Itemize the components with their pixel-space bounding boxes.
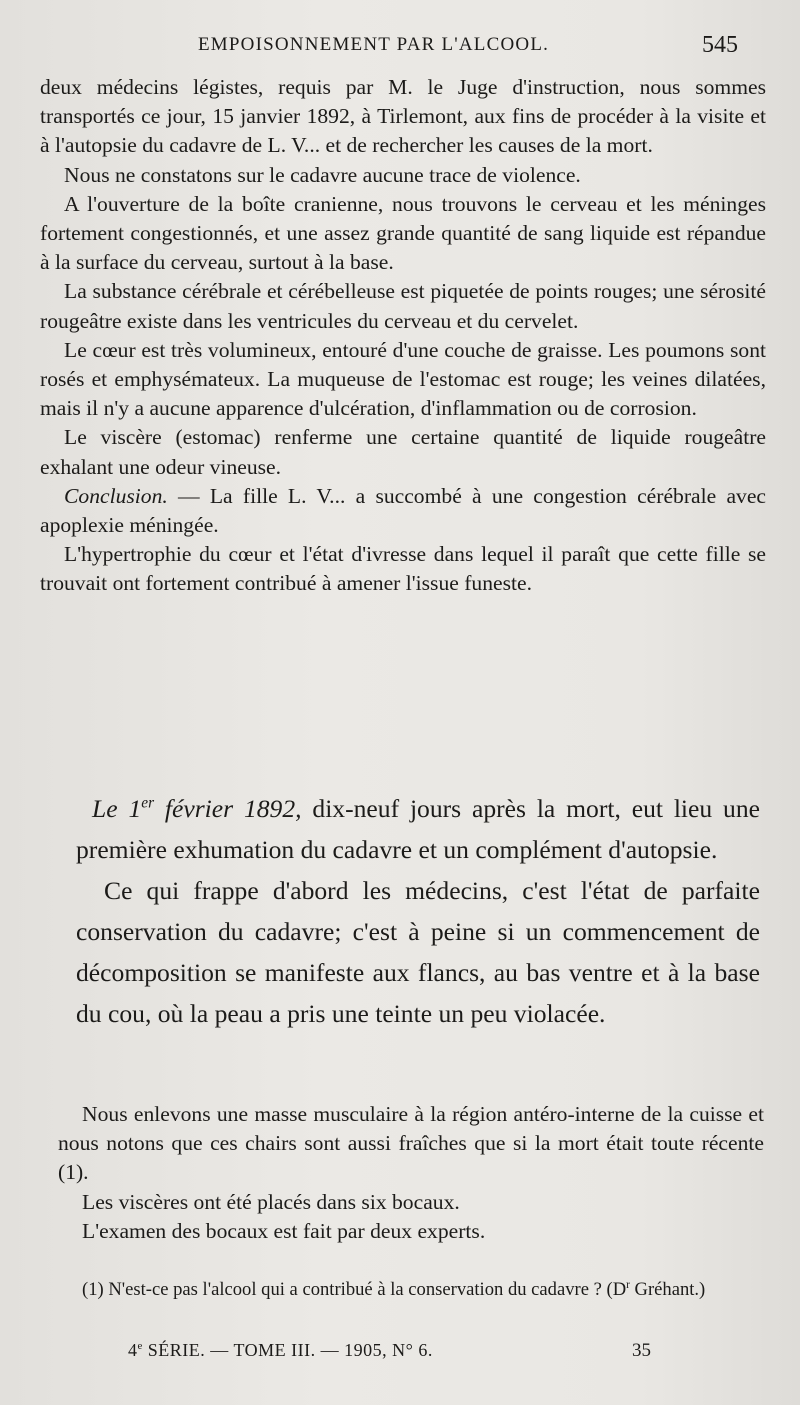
series-num: 4 xyxy=(128,1340,138,1360)
series-info xyxy=(128,1340,433,1361)
conclusion-paragraph xyxy=(40,482,766,540)
footnote-paragraph xyxy=(58,1278,764,1302)
page-number: 545 xyxy=(702,32,738,58)
paragraph: Le viscère (estomac) renferme une certaine quantité de liquide rougeâtre exhalant une odeur vineuse. xyxy=(40,425,766,479)
paragraph: Le cœur est très volumineux, entouré d'une couche de graisse. Les poumons sont rosés et emphysémateux. La muqueuse de l'estomac est rouge; les veines dilatées, mais il n'y a aucune apparence d'ulcération, d'inflammation ou de corrosion. xyxy=(40,337,766,421)
date-sup: er xyxy=(141,794,155,812)
footnote xyxy=(58,1278,764,1302)
running-title: EMPOISONNEMENT PAR L'ALCOOL. xyxy=(198,34,550,55)
exhumation-text: dix-neuf jours après la mort, eut lieu une première exhumation du cadavre et un complément d'autopsie. xyxy=(76,794,760,864)
series-sup: e xyxy=(137,1340,143,1352)
date-le: Le xyxy=(92,794,129,823)
autopsy-report xyxy=(40,73,766,599)
date-num: 1 xyxy=(128,794,142,823)
conclusion-text: — La fille L. V... a succombé à une congestion cérébrale avec apoplexie méningée. xyxy=(40,483,766,538)
conclusion-label: Conclusion. xyxy=(64,483,168,508)
exhumation-paragraph xyxy=(76,788,760,870)
paragraph: Nous enlevons une masse musculaire à la région antéro-interne de la cuisse et nous notons que ces chairs sont aussi fraîches que si la mort était toute récente (1). xyxy=(58,1102,764,1185)
paragraph: Ce qui frappe d'abord les médecins, c'est l'état de parfaite conservation du cadavre; c'est à peine si un commencement de décomposition se manifeste aux flancs, au bas ventre et à la base du cou, où la peau a pris une teinte un peu violacée. xyxy=(76,876,760,1028)
paragraph: Les viscères ont été placés dans six bocaux. xyxy=(82,1189,460,1214)
paragraph: La substance cérébrale et cérébelleuse est piquetée de points rouges; une sérosité rougeâtre existe dans les ventricules du cerveau et du cervelet. xyxy=(40,279,766,333)
paragraph: L'hypertrophie du cœur et l'état d'ivresse dans lequel il paraît que cette fille se trouvait ont fortement contribué à amener l'issue funeste. xyxy=(40,542,766,596)
footnote-text-end: Gréhant.) xyxy=(629,1279,706,1300)
footnote-marker: (1) xyxy=(82,1279,104,1300)
date-rest: février 1892, xyxy=(154,794,302,823)
paragraph: deux médecins légistes, requis par M. le Juge d'instruction, nous sommes transportés ce jour, 15 janvier 1892, à Tirlemont, aux fins de procéder à la visite et à l'autopsie du cadavre de L. V... et de rechercher les causes de la mort. xyxy=(40,75,766,158)
paragraph: A l'ouverture de la boîte cranienne, nous trouvons le cerveau et les méninges fortement congestionnés, et une assez grande quantité de sang liquide est répandue à la surface du cerveau, surtout à la base. xyxy=(40,191,766,275)
paragraph: L'examen des bocaux est fait par deux experts. xyxy=(82,1218,486,1243)
page-header xyxy=(0,34,800,64)
series-rest: SÉRIE. — TOME III. — 1905, N° 6. xyxy=(142,1340,433,1360)
paragraph: Nous ne constatons sur le cadavre aucune trace de violence. xyxy=(64,162,581,187)
signature-line xyxy=(0,1340,800,1370)
sheet-number: 35 xyxy=(632,1340,651,1361)
exhumation-section xyxy=(76,788,760,1034)
footnote-sup: r xyxy=(626,1278,630,1291)
muscle-section xyxy=(58,1100,764,1246)
footnote-text: N'est-ce pas l'alcool qui a contribué à la conservation du cadavre ? (D xyxy=(103,1279,627,1300)
